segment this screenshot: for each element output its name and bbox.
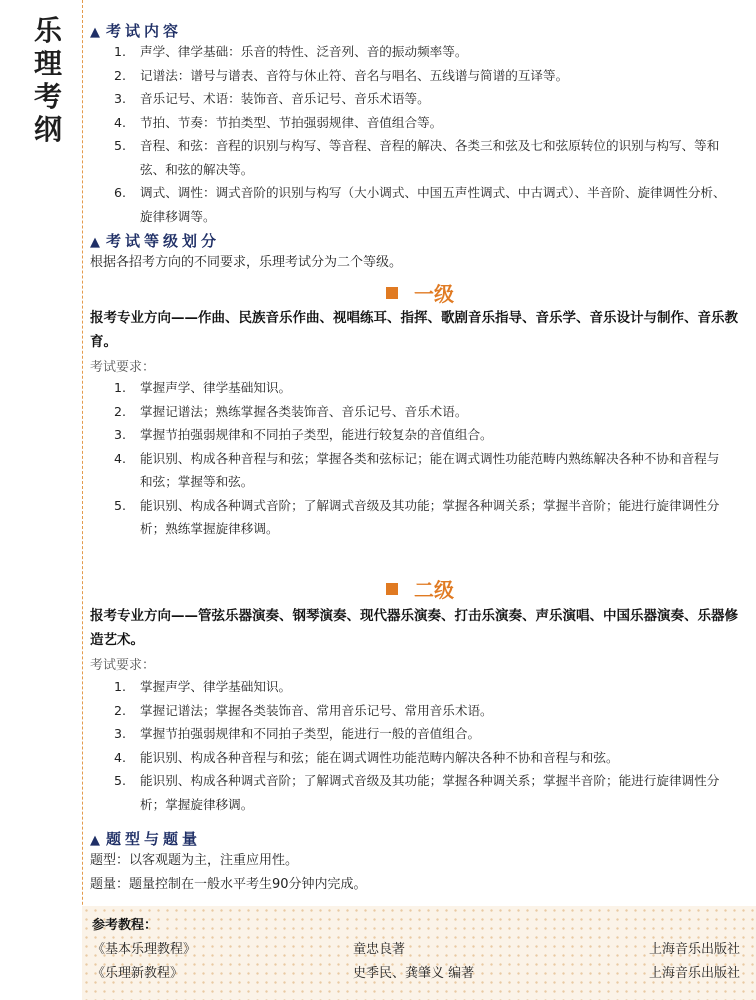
list-item: 4. 节拍、节奏：节拍类型、节拍强弱规律、音值组合等。 [114,114,443,130]
level-heading: 二级 [90,574,750,603]
list-item: 5. 能识别、构成各种调式音阶；了解调式音级及其功能；掌握各种调关系；掌握半音阶；能进行旋律调性分析；熟练掌握旋律移调。 [114,497,720,536]
reference-author: 童忠良著 [353,942,406,957]
level-requirements-list [90,675,730,816]
section-heading-grading: ▲ 考试等级划分 [90,232,221,250]
requirements-label: 考试要求： [90,658,156,673]
list-item: 2. 掌握记谱法；熟练掌握各类装饰音、音乐记号、音乐术语。 [114,403,468,419]
list-item: 4. 能识别、构成各种音程与和弦；能在调式调性功能范畴内解决各种不协和音程与和弦。 [114,749,619,765]
level-heading: 一级 [90,278,750,307]
reference-publisher: 上海音乐出版社 [648,942,740,957]
list-item: 1. 声学、律学基础：乐音的特性、泛音列、音的振动频率等。 [114,44,468,59]
list-item: 5. 音程、和弦：音程的识别与构写、等音程、音程的解决、各类三和弦及七和弦原转位的识别与构写、等和弦、和弦的解决等。 [114,138,720,177]
reference-box [82,906,756,1000]
section-heading-content: ▲ 考试内容 [90,22,183,40]
triangle-icon: ▲ [90,833,100,848]
reference-book: 《基本乐理教程》 [92,942,197,957]
reference-row [82,938,756,960]
list-item: 6. 调式、调性：调式音阶的识别与构写（大小调式、中国五声性调式、中古调式）、半音阶、旋律调性分析、旋律移调等。 [114,185,726,224]
side-title-char: 乐 [33,14,62,47]
content-list [90,40,730,228]
list-item: 1. 掌握声学、律学基础知识。 [114,679,292,694]
side-title-char: 理 [33,47,62,80]
list-item: 3. 音乐记号、术语：装饰音、音乐记号、音乐术语等。 [114,91,430,106]
reference-title: 参考教程： [92,918,158,933]
reference-book: 《乐理新教程》 [92,966,184,981]
side-title [28,14,68,146]
dashed-divider [82,0,83,1000]
side-title-char: 考 [33,80,62,113]
list-item: 5. 能识别、构成各种调式音阶；了解调式音级及其功能；掌握各种调关系；掌握半音阶；能进行旋律调性分析；掌握旋律移调。 [114,773,720,812]
side-title-char: 纲 [33,113,62,146]
level-requirements-list [90,376,730,541]
list-item: 2. 记谱法：谱号与谱表、音符与休止符、音名与唱名、五线谱与简谱的互译等。 [114,67,569,83]
grading-text: 根据各招考方向的不同要求，乐理考试分为二个等级。 [90,255,403,270]
types-line: 题型：以客观题为主，注重应用性。 [90,853,299,868]
list-item: 3. 掌握节拍强弱规律和不同拍子类型，能进行一般的音值组合。 [114,726,481,741]
reference-author: 史季民、龚肇义 编著 [353,966,475,981]
section-heading-types: ▲ 题型与题量 [90,830,202,848]
amount-line: 题量：题量控制在一般水平考生90分钟内完成。 [90,877,367,892]
list-item: 2. 掌握记谱法；掌握各类装饰音、常用音乐记号、常用音乐术语。 [114,702,493,718]
level-direction: 报考专业方向——作曲、民族音乐作曲、视唱练耳、指挥、歌剧音乐指导、音乐学、音乐设计与制作、音乐教育。 [90,310,738,350]
triangle-icon: ▲ [90,25,100,40]
level-direction: 报考专业方向——管弦乐器演奏、钢琴演奏、现代器乐演奏、打击乐演奏、声乐演唱、中国乐器演奏、乐器修造艺术。 [90,608,738,648]
square-icon [386,583,398,595]
triangle-icon: ▲ [90,235,100,250]
square-icon [386,287,398,299]
reference-publisher: 上海音乐出版社 [648,966,740,981]
list-item: 3. 掌握节拍强弱规律和不同拍子类型，能进行较复杂的音值组合。 [114,427,493,442]
list-item: 1. 掌握声学、律学基础知识。 [114,380,292,395]
requirements-label: 考试要求： [90,360,156,375]
reference-row [82,962,756,984]
list-item: 4. 能识别、构成各种音程与和弦；掌握各类和弦标记；能在调式调性功能范畴内熟练解决各种不协和音程与和弦；掌握等和弦。 [114,450,720,489]
